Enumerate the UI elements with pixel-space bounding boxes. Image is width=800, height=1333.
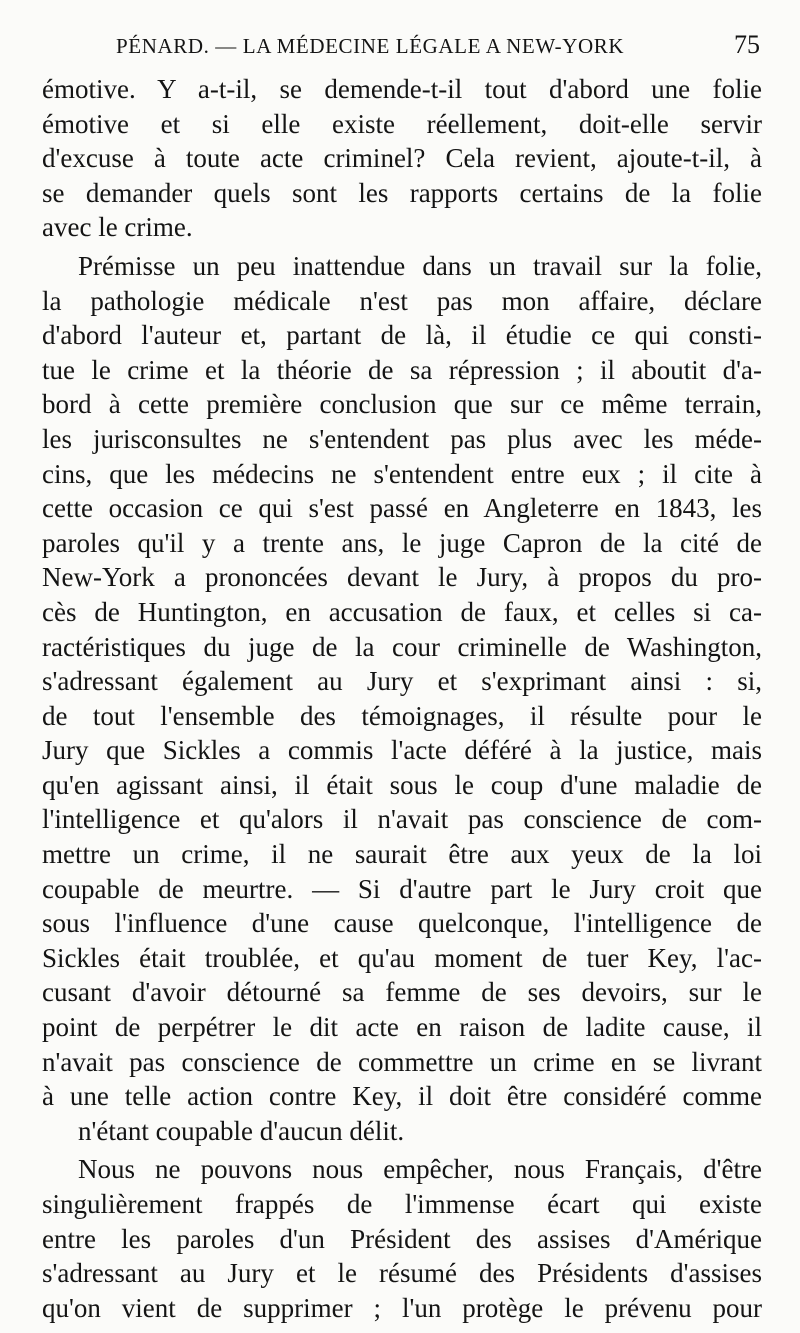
running-head: [42, 22, 762, 72]
text-line: point de perpétrer le dit acte en raison de ladite cause, il: [42, 1012, 762, 1043]
text-line: s'adressant également au Jury et s'exprimant ainsi : si,: [42, 666, 762, 697]
text-line: qu'on vient de supprimer ; l'un protège le prévenu pour: [42, 1292, 762, 1323]
text-line: tue le crime et la théorie de sa répression ; il aboutit d'a-: [42, 354, 762, 385]
book-page: [42, 22, 762, 1325]
text-line: cusant d'avoir détourné sa femme de ses devoirs, sur le: [42, 977, 762, 1008]
text-line: bord à cette première conclusion que sur ce même terrain,: [42, 389, 762, 420]
text-line: à une telle action contre Key, il doit être considéré comme: [42, 1081, 762, 1112]
text-line: Sickles était troublée, et qu'au moment de tuer Key, l'ac-: [42, 942, 762, 973]
text-line: New-York a prononcées devant le Jury, à propos du pro-: [42, 562, 762, 593]
text-line: coupable de meurtre. — Si d'autre part le Jury croit que: [42, 873, 762, 904]
text-line: Nous ne pouvons nous empêcher, nous Français, d'être: [78, 1154, 762, 1185]
paragraph-1: [42, 72, 762, 245]
text-line: mettre un crime, il ne saurait être aux yeux de la loi: [42, 839, 762, 870]
text-line: cins, que les médecins ne s'entendent entre eux ; il cite à: [42, 458, 762, 489]
text-line: Prémisse un peu inattendue dans un travail sur la folie,: [78, 250, 762, 281]
text-line: sous l'influence d'une cause quelconque, l'intelligence de: [42, 908, 762, 939]
text-line: cès de Huntington, en accusation de faux, et celles si ca-: [42, 596, 762, 627]
text-line: la pathologie médicale n'est pas mon affaire, déclare: [42, 285, 762, 316]
paragraph-2: [42, 249, 762, 1148]
page-number: 75: [734, 30, 760, 59]
text-line: qu'en agissant ainsi, il était sous le coup d'une maladie de: [42, 769, 762, 800]
paragraph-3: [42, 1152, 762, 1325]
text-line: entre les paroles d'un Président des assises d'Amérique: [42, 1223, 762, 1254]
text-line: ractéristiques du juge de la cour criminelle de Washington,: [42, 631, 762, 662]
text-line: n'étant coupable d'aucun délit.: [78, 1115, 405, 1146]
text-line: se demander quels sont les rapports certains de la folie: [42, 177, 762, 208]
text-line: avec le crime.: [42, 212, 193, 243]
text-line: s'adressant au Jury et le résumé des Présidents d'assises: [42, 1258, 762, 1289]
running-title: PÉNARD. — LA MÉDECINE LÉGALE A NEW-YORK: [116, 34, 625, 58]
text-line: d'excuse à toute acte criminel? Cela revient, ajoute-t-il, à: [42, 143, 762, 174]
text-line: cette occasion ce qui s'est passé en Angleterre en 1843, les: [42, 493, 762, 524]
text-line: paroles qu'il y a trente ans, le juge Capron de la cité de: [42, 527, 762, 558]
text-line: d'abord l'auteur et, partant de là, il étudie ce qui consti-: [42, 320, 762, 351]
text-line: de tout l'ensemble des témoignages, il résulte pour le: [42, 700, 762, 731]
text-line: émotive et si elle existe réellement, doit-elle servir: [42, 108, 762, 139]
text-line: n'avait pas conscience de commettre un crime en se livrant: [42, 1046, 762, 1077]
text-line: émotive. Y a-t-il, se demende-t-il tout d'abord une folie: [42, 74, 762, 104]
text-line: Jury que Sickles a commis l'acte déféré à la justice, mais: [42, 735, 762, 766]
text-line: les jurisconsultes ne s'entendent pas plus avec les méde-: [42, 423, 762, 454]
text-line: l'intelligence et qu'alors il n'avait pas conscience de com-: [42, 804, 762, 835]
text-line: singulièrement frappés de l'immense écart qui existe: [42, 1189, 762, 1219]
